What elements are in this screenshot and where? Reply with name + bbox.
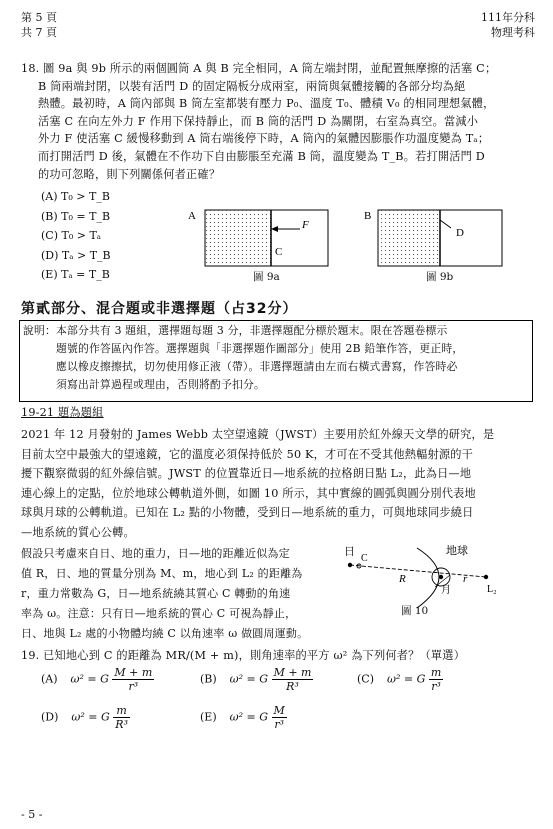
denominator: R³: [286, 680, 299, 693]
section-title: 第貳部分、混合題或非選擇題（占32分）: [21, 301, 298, 317]
fraction: [272, 704, 287, 731]
intro-line: 擾下觀察微弱的紅外線信號。JWST 的位置靠近日—地系統的拉格朗日點 L₂，此為日—地: [21, 467, 472, 480]
q18-options: [41, 188, 111, 284]
option-label: (E): [200, 710, 217, 724]
label-a: A: [188, 210, 196, 222]
numerator: M + m: [114, 666, 153, 679]
sun-point: [348, 563, 352, 567]
fig-10-caption: 圖 10: [401, 605, 429, 617]
label-c: C: [361, 553, 368, 564]
q18-line: 外力 F 使活塞 C 緩慢移動到 A 筒右端後停下時，A 筒內的氣體因膨脹作功溫度變為 Tₐ；: [38, 132, 490, 146]
label-sun: 日: [344, 546, 355, 558]
q18-line: 的功可忽略，則下列關係何者正確？: [38, 167, 221, 181]
figure-10: [337, 540, 533, 620]
denominator: r³: [128, 680, 139, 693]
footer-page-number: - 5 -: [21, 808, 43, 821]
q18-line: B 筒兩端封閉，以裝有活門 D 的固定隔板分成兩室，兩筒與氣體接觸的各部分均為絕: [38, 79, 466, 93]
q18-line: 而打開活門 D 後，氣體在不作功下自由膨脹至充滿 B 筒，溫度變為 T_B。若打開活門 D: [38, 149, 485, 163]
fraction: [429, 666, 443, 693]
q18-stem: [21, 60, 526, 183]
q19-option-a[interactable]: [41, 666, 154, 693]
instruction-line: 須寫出計算過程或理由，否則將酌予扣分。: [56, 378, 265, 391]
assumption-line: r，重力常數為 G，日—地系統繞其質心 C 轉動的角速: [21, 587, 291, 600]
fig-9a-caption: 圖 9a: [253, 271, 280, 283]
option-lhs: ω² = G: [71, 710, 110, 724]
denominator: r³: [274, 718, 284, 731]
q18-option-c[interactable]: (C) T₀ > Tₐ: [41, 229, 102, 243]
instructions-box: [19, 320, 533, 402]
fraction: [272, 666, 314, 693]
q19-option-c[interactable]: [357, 666, 443, 693]
valve-pointer: [440, 220, 451, 228]
l2-point: [484, 575, 488, 579]
gas-a: [205, 210, 271, 266]
option-lhs: ω² = G: [70, 672, 109, 686]
q19-option-e[interactable]: [200, 704, 287, 731]
q19-stem: 19. 已知地心到 C 的距離為 MR/(M + m)，則角速率的平方 ω² 為下列何者？（單選）: [21, 649, 466, 662]
instruction-line: 應以橡皮擦擦拭，切勿使用修正液（帶）。非選擇題請由左而右橫式書寫，作答時必: [56, 360, 458, 373]
label-r: r: [463, 573, 468, 585]
label-c: C: [275, 246, 283, 258]
fig-9b-caption: 圖 9b: [426, 271, 454, 283]
option-lhs: ω² = G: [229, 672, 269, 686]
numerator: M + m: [273, 666, 312, 679]
intro-line: 目前太空中最強大的望遠鏡，它的溫度必須保持低於 50 K，才可在不受其他熱輻射源的干: [21, 447, 474, 461]
label-earth: 地球: [446, 545, 468, 557]
option-label: (B): [200, 672, 217, 686]
total-pages: 共 7 頁: [21, 26, 57, 39]
option-lhs: ω² = G: [229, 710, 269, 724]
q19-option-d[interactable]: [41, 704, 130, 731]
fraction: [112, 666, 154, 693]
option-label: (C): [357, 672, 374, 686]
assumption-line: 率為 ω。注意：只有日—地系統的質心 C 可視為靜止，: [21, 607, 297, 620]
intro-line: 球與月球的公轉軌道。已知在 L₂ 點的小物體，受到日—地系統的重力，可與地球同步繞日: [21, 506, 474, 519]
label-moon: 月: [441, 585, 451, 596]
denominator: R³: [115, 718, 128, 731]
option-label: (A): [41, 672, 58, 686]
numerator: M: [273, 704, 285, 717]
option-lhs: ω² = G: [387, 672, 426, 686]
q18-option-a[interactable]: (A) T₀ > T_B: [41, 190, 110, 203]
earth-point: [439, 575, 443, 579]
q18-option-e[interactable]: (E) Tₐ = T_B: [41, 268, 110, 282]
label-l2: L₂: [487, 584, 497, 595]
assumption-line: 日、地與 L₂ 處的小物體均繞 C 以角速率 ω 做圓周運動。: [21, 627, 309, 640]
q18-line: 熱體。最初時，A 筒內部與 B 筒左室都裝有壓力 P₀、溫度 T₀、體積 V₀ 的相同理想氣體，: [38, 97, 495, 111]
label-f: F: [302, 219, 309, 231]
gas-b: [378, 210, 440, 266]
assumption-line: 值 R，日、地的質量分別為 M、m，地心到 L₂ 的距離為: [21, 567, 303, 580]
exam-subject: 物理考科: [491, 26, 535, 39]
q18-option-d[interactable]: (D) Tₐ > T_B: [41, 248, 111, 262]
intro-line: 2021 年 12 月發射的 James Webb 太空望遠鏡（JWST）主要用於紅外線天文學的研究，是: [21, 428, 495, 441]
intro-line: 連心線上的定點，位於地球公轉軌道外側，如圖 10 所示，其中實線的圓弧與圓分別代表地: [21, 486, 476, 500]
numerator: m: [430, 666, 442, 679]
label-d: D: [456, 227, 464, 239]
instructions-text: [23, 322, 528, 394]
intro-paragraph: [21, 425, 531, 542]
q18-line: 活塞 C 在向左外力 F 作用下保持靜止，而 B 筒的活門 D 為關閉，右室為真空。當減小: [38, 114, 479, 128]
q19-option-b[interactable]: [200, 666, 313, 693]
instruction-line: 說明：本部分共有 3 題組，選擇題每題 3 分，非選擇題配分標於題末。限在答題卷標示: [23, 324, 448, 337]
page-number: 第 5 頁: [21, 11, 57, 24]
exam-year: 111年分科: [481, 11, 535, 24]
q18-option-b[interactable]: (B) T₀ = T_B: [41, 209, 111, 223]
option-label: (D): [41, 710, 59, 724]
arrow-head: [271, 226, 278, 232]
instruction-line: 題號的作答區內作答。選擇題與「非選擇題作圖部分」使用 2B 鉛筆作答，更正時，: [56, 342, 464, 355]
assumption-line: 假設只考慮來自日、地的重力，日—地的距離近似為定: [21, 547, 290, 560]
fraction: [113, 704, 130, 731]
numerator: m: [113, 704, 130, 718]
intro-line: —地系統的質心公轉。: [21, 525, 135, 539]
label-R: R: [399, 573, 406, 585]
q18-line: 18. 圖 9a 與 9b 所示的兩個圓筒 A 與 B 完全相同，A 筒左端封閉，並配置無摩擦的活塞 C；: [21, 62, 497, 75]
earth-orbit-arc: [417, 548, 439, 608]
denominator: r³: [431, 680, 441, 693]
group-title: 19-21 題為題組: [21, 406, 104, 419]
assumption-paragraph: [21, 544, 336, 644]
label-b: B: [364, 210, 372, 222]
